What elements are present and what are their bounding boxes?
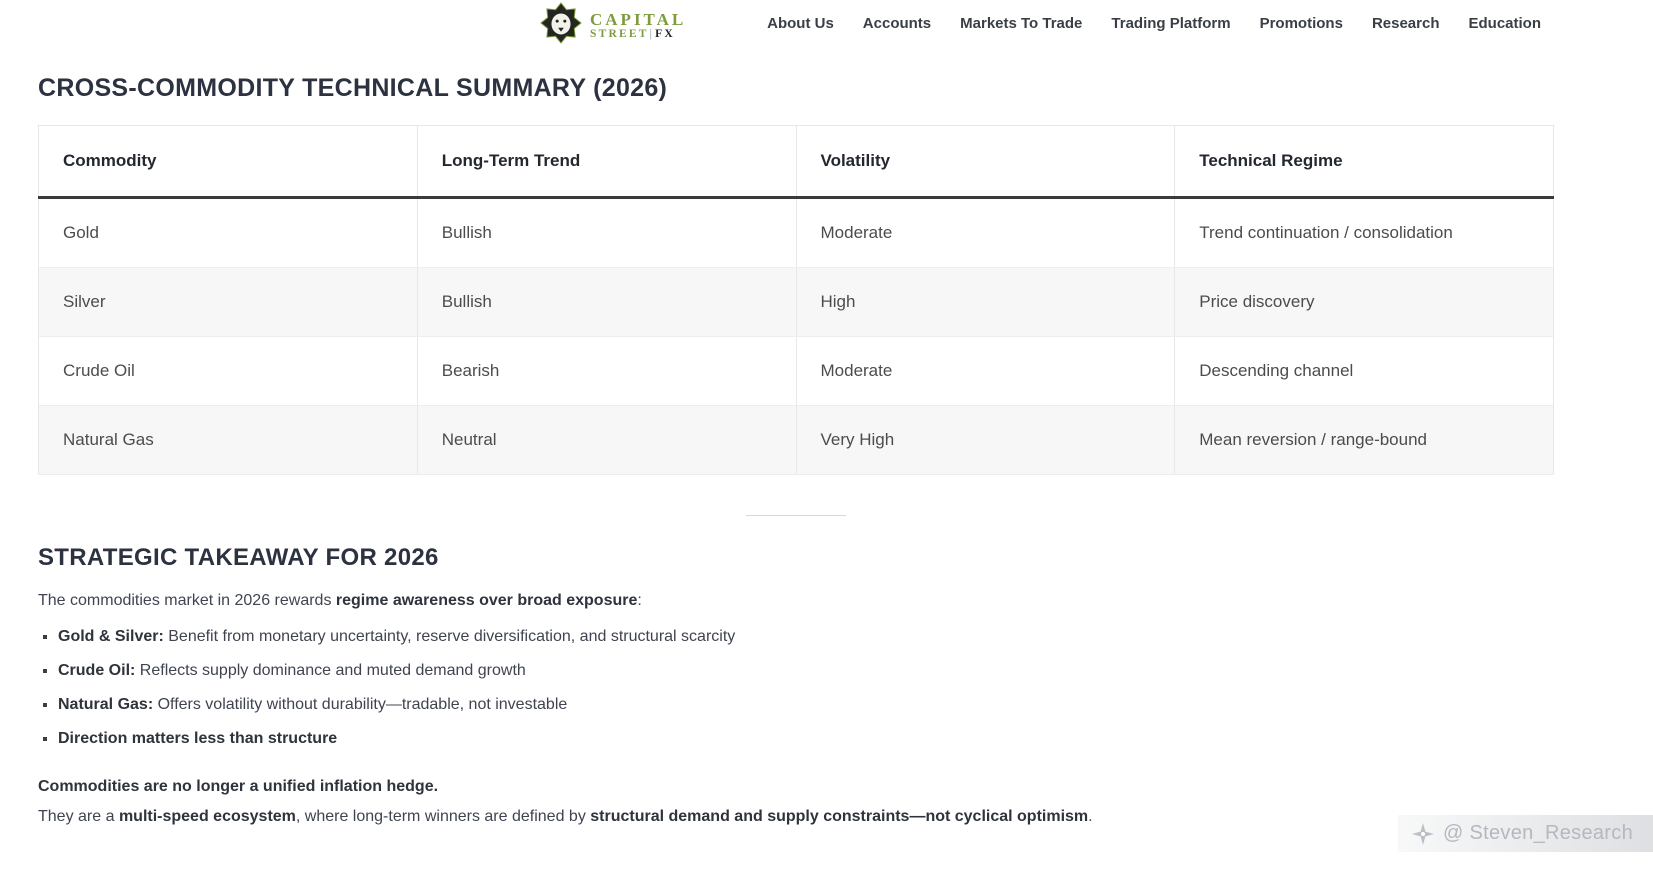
table-cell: Moderate bbox=[796, 198, 1175, 268]
table-cell: Trend continuation / consolidation bbox=[1175, 198, 1554, 268]
table-row-silver bbox=[39, 268, 1554, 337]
lion-logo-icon bbox=[540, 2, 582, 49]
table-cell: Bullish bbox=[417, 198, 796, 268]
closing-body: They are a multi-speed ecosystem, where long-term winners are defined by structural demand and supply constraints—not cyclical optimism. bbox=[38, 808, 1093, 825]
table-cell: Moderate bbox=[796, 337, 1175, 406]
takeaway-intro: The commodities market in 2026 rewards regime awareness over broad exposure: bbox=[38, 592, 642, 609]
nav-item-accounts[interactable]: Accounts bbox=[862, 14, 932, 32]
takeaway-list bbox=[38, 626, 1554, 750]
list-item-gold-silver: Gold & Silver: Benefit from monetary uncertainty, reserve diversification, and structural scarcity bbox=[38, 626, 1554, 648]
logo-wordmark bbox=[590, 11, 686, 41]
compass-star-icon bbox=[1412, 823, 1434, 845]
table-cell: Bullish bbox=[417, 268, 796, 337]
takeaway-section-title: STRATEGIC TAKEAWAY FOR 2026 bbox=[38, 544, 439, 571]
list-item-crude-oil: Crude Oil: Reflects supply dominance and muted demand growth bbox=[38, 660, 1554, 682]
table-cell: Natural Gas bbox=[39, 406, 418, 475]
section-divider bbox=[746, 515, 846, 516]
page-title: CROSS-COMMODITY TECHNICAL SUMMARY (2026) bbox=[38, 74, 668, 102]
column-header-technical-regime: Technical Regime bbox=[1175, 126, 1554, 198]
table-cell: Silver bbox=[39, 268, 418, 337]
logo-line-streetfx: STREET|FX bbox=[590, 28, 675, 41]
logo-divider: | bbox=[649, 28, 655, 41]
table-cell: Very High bbox=[796, 406, 1175, 475]
nav-item-markets-to-trade[interactable]: Markets To Trade bbox=[960, 14, 1083, 32]
nav-item-about-us[interactable]: About Us bbox=[767, 14, 834, 32]
table-cell: Gold bbox=[39, 198, 418, 268]
logo-line-capital: CAPITAL bbox=[590, 9, 687, 29]
table-header-row bbox=[39, 126, 1554, 198]
table-row-natural-gas bbox=[39, 406, 1554, 475]
list-item-direction: Direction matters less than structure bbox=[38, 728, 1554, 750]
column-header-volatility: Volatility bbox=[796, 126, 1175, 198]
table-cell: Price discovery bbox=[1175, 268, 1554, 337]
table-cell: Mean reversion / range-bound bbox=[1175, 406, 1554, 475]
main-content bbox=[38, 74, 1554, 828]
nav-item-research[interactable]: Research bbox=[1371, 14, 1440, 32]
table-cell: Neutral bbox=[417, 406, 796, 475]
table-row-gold bbox=[39, 198, 1554, 268]
table-cell: Descending channel bbox=[1175, 337, 1554, 406]
watermark bbox=[1398, 815, 1653, 852]
site-header bbox=[0, 0, 1653, 46]
watermark-text: @ Steven_Research bbox=[1443, 822, 1633, 844]
list-item-natural-gas: Natural Gas: Offers volatility without durability—tradable, not investable bbox=[38, 694, 1554, 716]
column-header-long-term-trend: Long-Term Trend bbox=[417, 126, 796, 198]
table-cell: Crude Oil bbox=[39, 337, 418, 406]
table-row-crude-oil bbox=[39, 337, 1554, 406]
closing-lead: Commodities are no longer a unified inflation hedge. bbox=[38, 778, 439, 795]
column-header-commodity: Commodity bbox=[39, 126, 418, 198]
table-cell: Bearish bbox=[417, 337, 796, 406]
main-nav bbox=[767, 0, 1541, 46]
capital-street-fx-logo[interactable] bbox=[540, 2, 686, 49]
table-cell: High bbox=[796, 268, 1175, 337]
nav-item-education[interactable]: Education bbox=[1468, 14, 1541, 32]
nav-item-promotions[interactable]: Promotions bbox=[1259, 14, 1343, 32]
commodity-summary-table bbox=[38, 125, 1554, 475]
nav-item-trading-platform[interactable]: Trading Platform bbox=[1111, 14, 1231, 32]
